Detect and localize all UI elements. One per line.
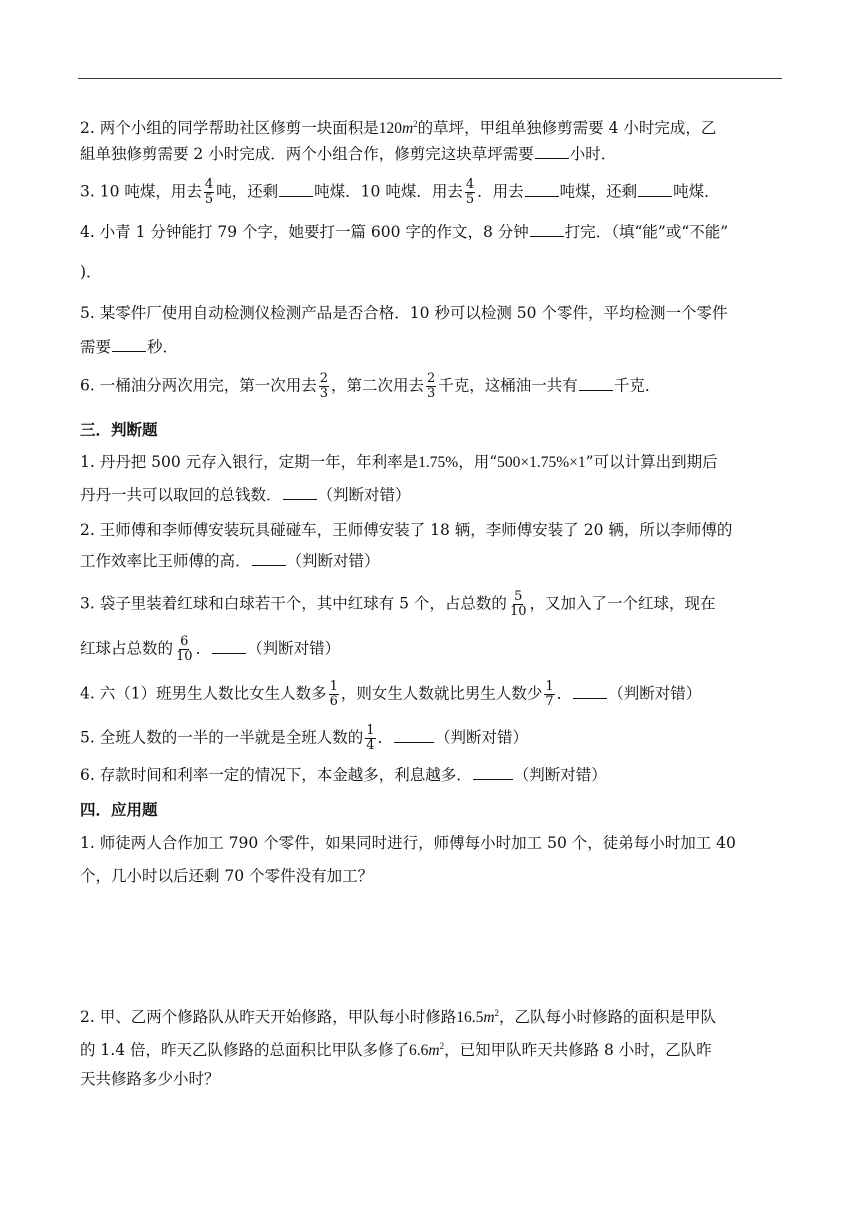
- question-2-2-line-1: [80, 114, 716, 139]
- question-text: 的草坪，甲组单独修剪需要 4 小时完成，乙: [417, 119, 717, 138]
- answer-blank[interactable]: [394, 728, 434, 743]
- answer-blank[interactable]: [112, 337, 146, 352]
- question-text: 3. 10 吨煤，用去: [80, 182, 202, 201]
- question-text: （判断对错）: [317, 486, 411, 504]
- question-3-1-line-2: [80, 485, 411, 505]
- question-text: 組单独修剪需要 2 小时完成．两个小组合作，修剪完这块草坪需要: [80, 145, 534, 163]
- question-text: 1. 师徒两人合作加工 790 个零件，如果同时进行，师傅每小时加工 50 个，徒弟每小时加工 40: [80, 834, 736, 852]
- question-text: ，第二次用去: [331, 376, 425, 395]
- question-text: 天共修路多少小时？: [80, 1070, 220, 1088]
- question-text: 1. 丹丹把 500 元存入银行，定期一年，年利率是: [80, 453, 419, 471]
- question-3-5: [80, 724, 528, 753]
- question-4-2-line-3: [80, 1069, 220, 1089]
- question-3-2-line-2: [80, 551, 380, 571]
- question-text: 打完．（填“能”或“不能”: [564, 223, 729, 241]
- fraction: $\frac{1}{7}$: [545, 679, 554, 709]
- question-text: 千克．: [613, 376, 661, 395]
- question-text: 4. 六（1）班男生人数比女生人数多: [80, 684, 327, 703]
- section-heading-application: 四．应用题: [80, 801, 158, 819]
- question-4-2-line-2: [80, 1036, 712, 1061]
- question-text: 2. 王师傅和李师傅安装玩具碰碰车，王师傅安装了 18 辆，李师傅安装了 20 辆，所以李师傅的: [80, 521, 733, 539]
- question-text: 丹丹一共可以取回的总钱数．: [80, 486, 282, 504]
- question-3-2-line-1: [80, 520, 732, 540]
- question-text: 红球占总数的: [80, 639, 174, 658]
- question-4-1-line-2: [80, 866, 373, 886]
- section-heading-judgement: 三．判断题: [80, 421, 158, 439]
- formula: 500×1.75%×1: [497, 454, 586, 471]
- answer-blank[interactable]: [525, 182, 559, 197]
- fraction: $\frac{2}{3}$: [427, 371, 436, 401]
- question-4-1-line-1: [80, 833, 736, 853]
- question-4-2-line-1: [80, 1003, 716, 1028]
- question-2-3: [80, 178, 720, 207]
- question-text: 3. 袋子里装着红球和白球若干个，其中红球有 5 个，占总数的: [80, 594, 507, 613]
- answer-blank[interactable]: [473, 765, 513, 780]
- question-2-4-line-2: [80, 262, 102, 282]
- answer-blank[interactable]: [638, 182, 672, 197]
- question-text: 6. 存款时间和利率一定的情况下，本金越多，利息越多．: [80, 766, 472, 784]
- question-2-2-line-2: [80, 144, 616, 164]
- interest-rate: 1.75%: [418, 454, 459, 471]
- question-text: 吨，还剩: [216, 182, 279, 201]
- fraction: $\frac{5}{10}$: [509, 589, 527, 619]
- question-text: ．: [556, 684, 573, 703]
- fraction: $\frac{4}{5}$: [204, 177, 214, 207]
- question-text: （判断对错）: [247, 639, 341, 658]
- question-text: ．: [377, 728, 394, 747]
- question-text: ．用去: [477, 182, 524, 201]
- answer-blank[interactable]: [535, 144, 569, 159]
- question-text: 6. 一桶油分两次用完，第一次用去: [80, 376, 317, 395]
- question-text: 吨煤，还剩: [559, 182, 638, 201]
- question-text: 秒．: [147, 338, 179, 356]
- question-3-3-line-2: [80, 635, 340, 664]
- fraction: $\frac{4}{5}$: [465, 177, 475, 207]
- answer-blank[interactable]: [279, 182, 313, 197]
- question-text: 需要: [80, 338, 112, 356]
- question-text: 5. 某零件厂使用自动检测仪检测产品是否合格．10 秒可以检测 50 个零件，平均检测一个零件: [80, 304, 728, 322]
- question-text: 工作效率比王师傅的高．: [80, 552, 251, 570]
- question-3-1-line-1: [80, 452, 718, 473]
- question-2-6: [80, 372, 660, 401]
- question-text: ．: [195, 639, 212, 658]
- rate-value: $16.5m^2$: [456, 1008, 500, 1027]
- answer-blank[interactable]: [573, 684, 607, 699]
- question-text: （判断对错）: [286, 552, 380, 570]
- question-3-4: [80, 680, 701, 709]
- question-text: ，又加入了一个红球，现在: [529, 594, 716, 613]
- question-text: ，则女生人数就比男生人数少: [340, 684, 543, 703]
- question-text: （判断对错）: [608, 684, 702, 703]
- question-text: 的 1.4 倍，昨天乙队修路的总面积比甲队多修了: [80, 1041, 410, 1060]
- question-3-6: [80, 765, 607, 785]
- question-2-4-line-1: [80, 222, 728, 242]
- question-text: （判断对错）: [435, 728, 529, 747]
- area-value: $120m^2$: [378, 119, 418, 138]
- answer-blank[interactable]: [252, 551, 286, 566]
- question-text: 小时．: [569, 145, 617, 163]
- question-text: 千克，这桶油一共有: [438, 376, 578, 395]
- answer-blank[interactable]: [579, 376, 613, 391]
- question-3-3-line-1: [80, 590, 716, 619]
- question-text: ，用“: [458, 453, 498, 471]
- fraction: $\frac{1}{6}$: [329, 679, 338, 709]
- question-text: 个，几小时以后还剩 70 个零件没有加工？: [80, 867, 374, 885]
- question-text: ，乙队每小时修路的面积是甲队: [499, 1008, 717, 1027]
- question-text: ”可以计算出到期后: [585, 453, 718, 471]
- header-rule: [78, 78, 782, 79]
- question-text: 吨煤．10 吨煤．用去: [314, 182, 463, 201]
- question-2-5-line-2: [80, 337, 178, 357]
- answer-blank[interactable]: [212, 639, 246, 654]
- question-text: 2. 两个小组的同学帮助社区修剪一块面积是: [80, 119, 379, 138]
- fraction: $\frac{6}{10}$: [176, 634, 193, 664]
- question-text: 4. 小青 1 分钟能打 79 个字，她要打一篇 600 字的作文，8 分钟: [80, 223, 529, 241]
- fraction: $\frac{1}{4}$: [366, 723, 375, 753]
- fraction: $\frac{2}{3}$: [319, 371, 328, 401]
- question-text: ，已知甲队昨天共修路 8 小时，乙队昨: [444, 1041, 712, 1060]
- extra-area-value: $6.6m^2$: [409, 1041, 445, 1060]
- question-text: )．: [80, 263, 102, 281]
- question-text: （判断对错）: [513, 766, 607, 784]
- answer-blank[interactable]: [283, 485, 317, 500]
- question-text: 吨煤．: [673, 182, 720, 201]
- question-text: 2. 甲、乙两个修路队从昨天开始修路，甲队每小时修路: [80, 1008, 457, 1027]
- answer-blank[interactable]: [530, 222, 564, 237]
- question-2-5-line-1: [80, 303, 727, 323]
- question-text: 5. 全班人数的一半的一半就是全班人数的: [80, 728, 364, 747]
